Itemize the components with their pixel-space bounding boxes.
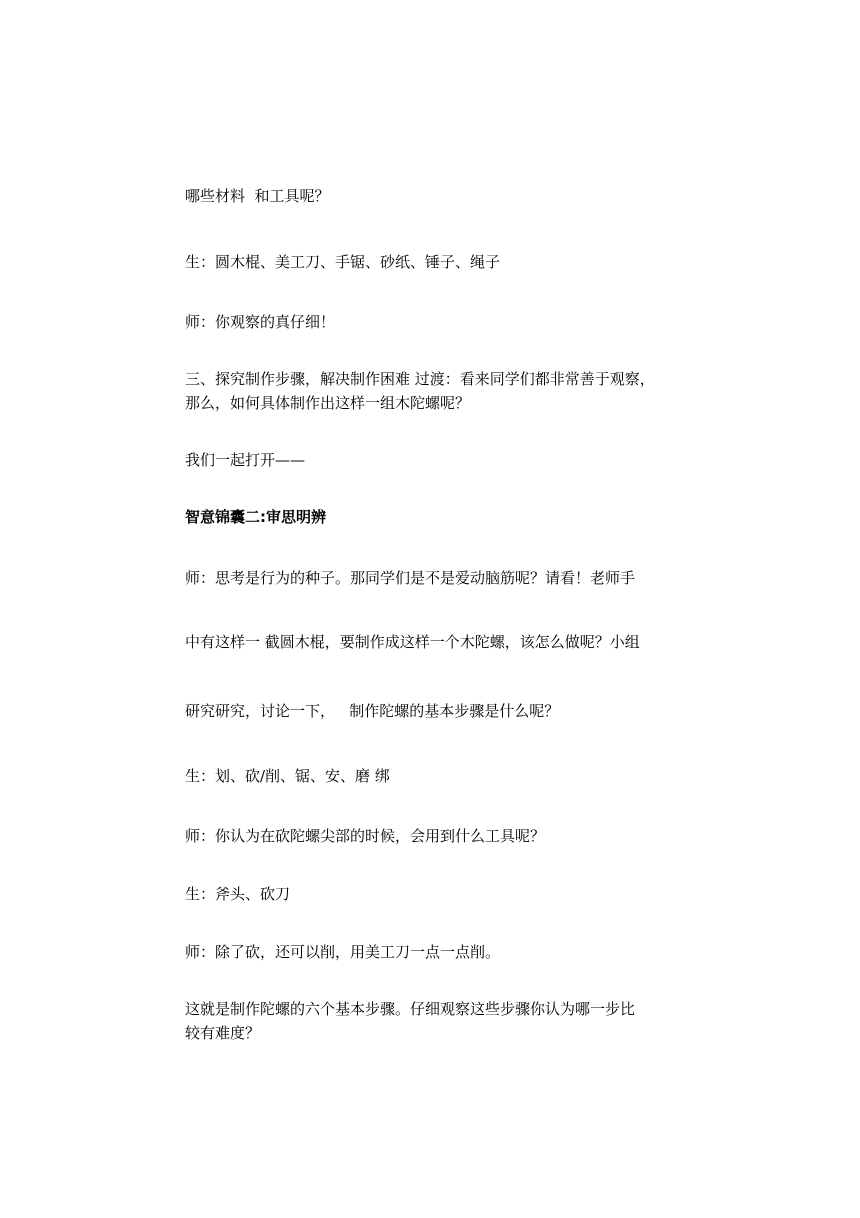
text-line: 生：划、砍/削、锯、安、磨 绑 xyxy=(185,767,390,785)
text-line: 那么，如何具体制作出这样一组木陀螺呢？ xyxy=(185,394,471,412)
text-line: 研究研究，讨论一下， 制作陀螺的基本步骤是什么呢？ xyxy=(185,702,560,720)
text-line: 中有这样一 截圆木棍，要制作成这样一个木陀螺，该怎么做呢？小组 xyxy=(185,633,640,651)
text-line: 生：圆木棍、美工刀、手锯、砂纸、锤子、绳子 xyxy=(185,253,501,271)
text-line: 师：你观察的真仔细！ xyxy=(185,313,336,331)
text-line: 生：斧头、砍刀 xyxy=(185,885,291,903)
text-line: 三、探究制作步骤，解决制作困难 过渡：看来同学们都非常善于观察， xyxy=(185,370,655,388)
text-line: 较有难度？ xyxy=(185,1024,261,1042)
text-line: 师：除了砍，还可以削，用美工刀一点一点削。 xyxy=(185,943,501,961)
text-line: 我们一起打开—— xyxy=(185,451,306,469)
text-line: 这就是制作陀螺的六个基本步骤。仔细观察这些步骤你认为哪一步比 xyxy=(185,1000,636,1018)
text-line: 师：思考是行为的种子。那同学们是不是爱动脑筋呢？请看！老师手 xyxy=(185,569,636,587)
text-line: 哪些材料 和工具呢？ xyxy=(185,187,330,205)
section-heading: 智意锦囊二:审思明辨 xyxy=(185,508,326,526)
text-line: 师：你认为在砍陀螺尖部的时候，会用到什么工具呢？ xyxy=(185,827,546,845)
